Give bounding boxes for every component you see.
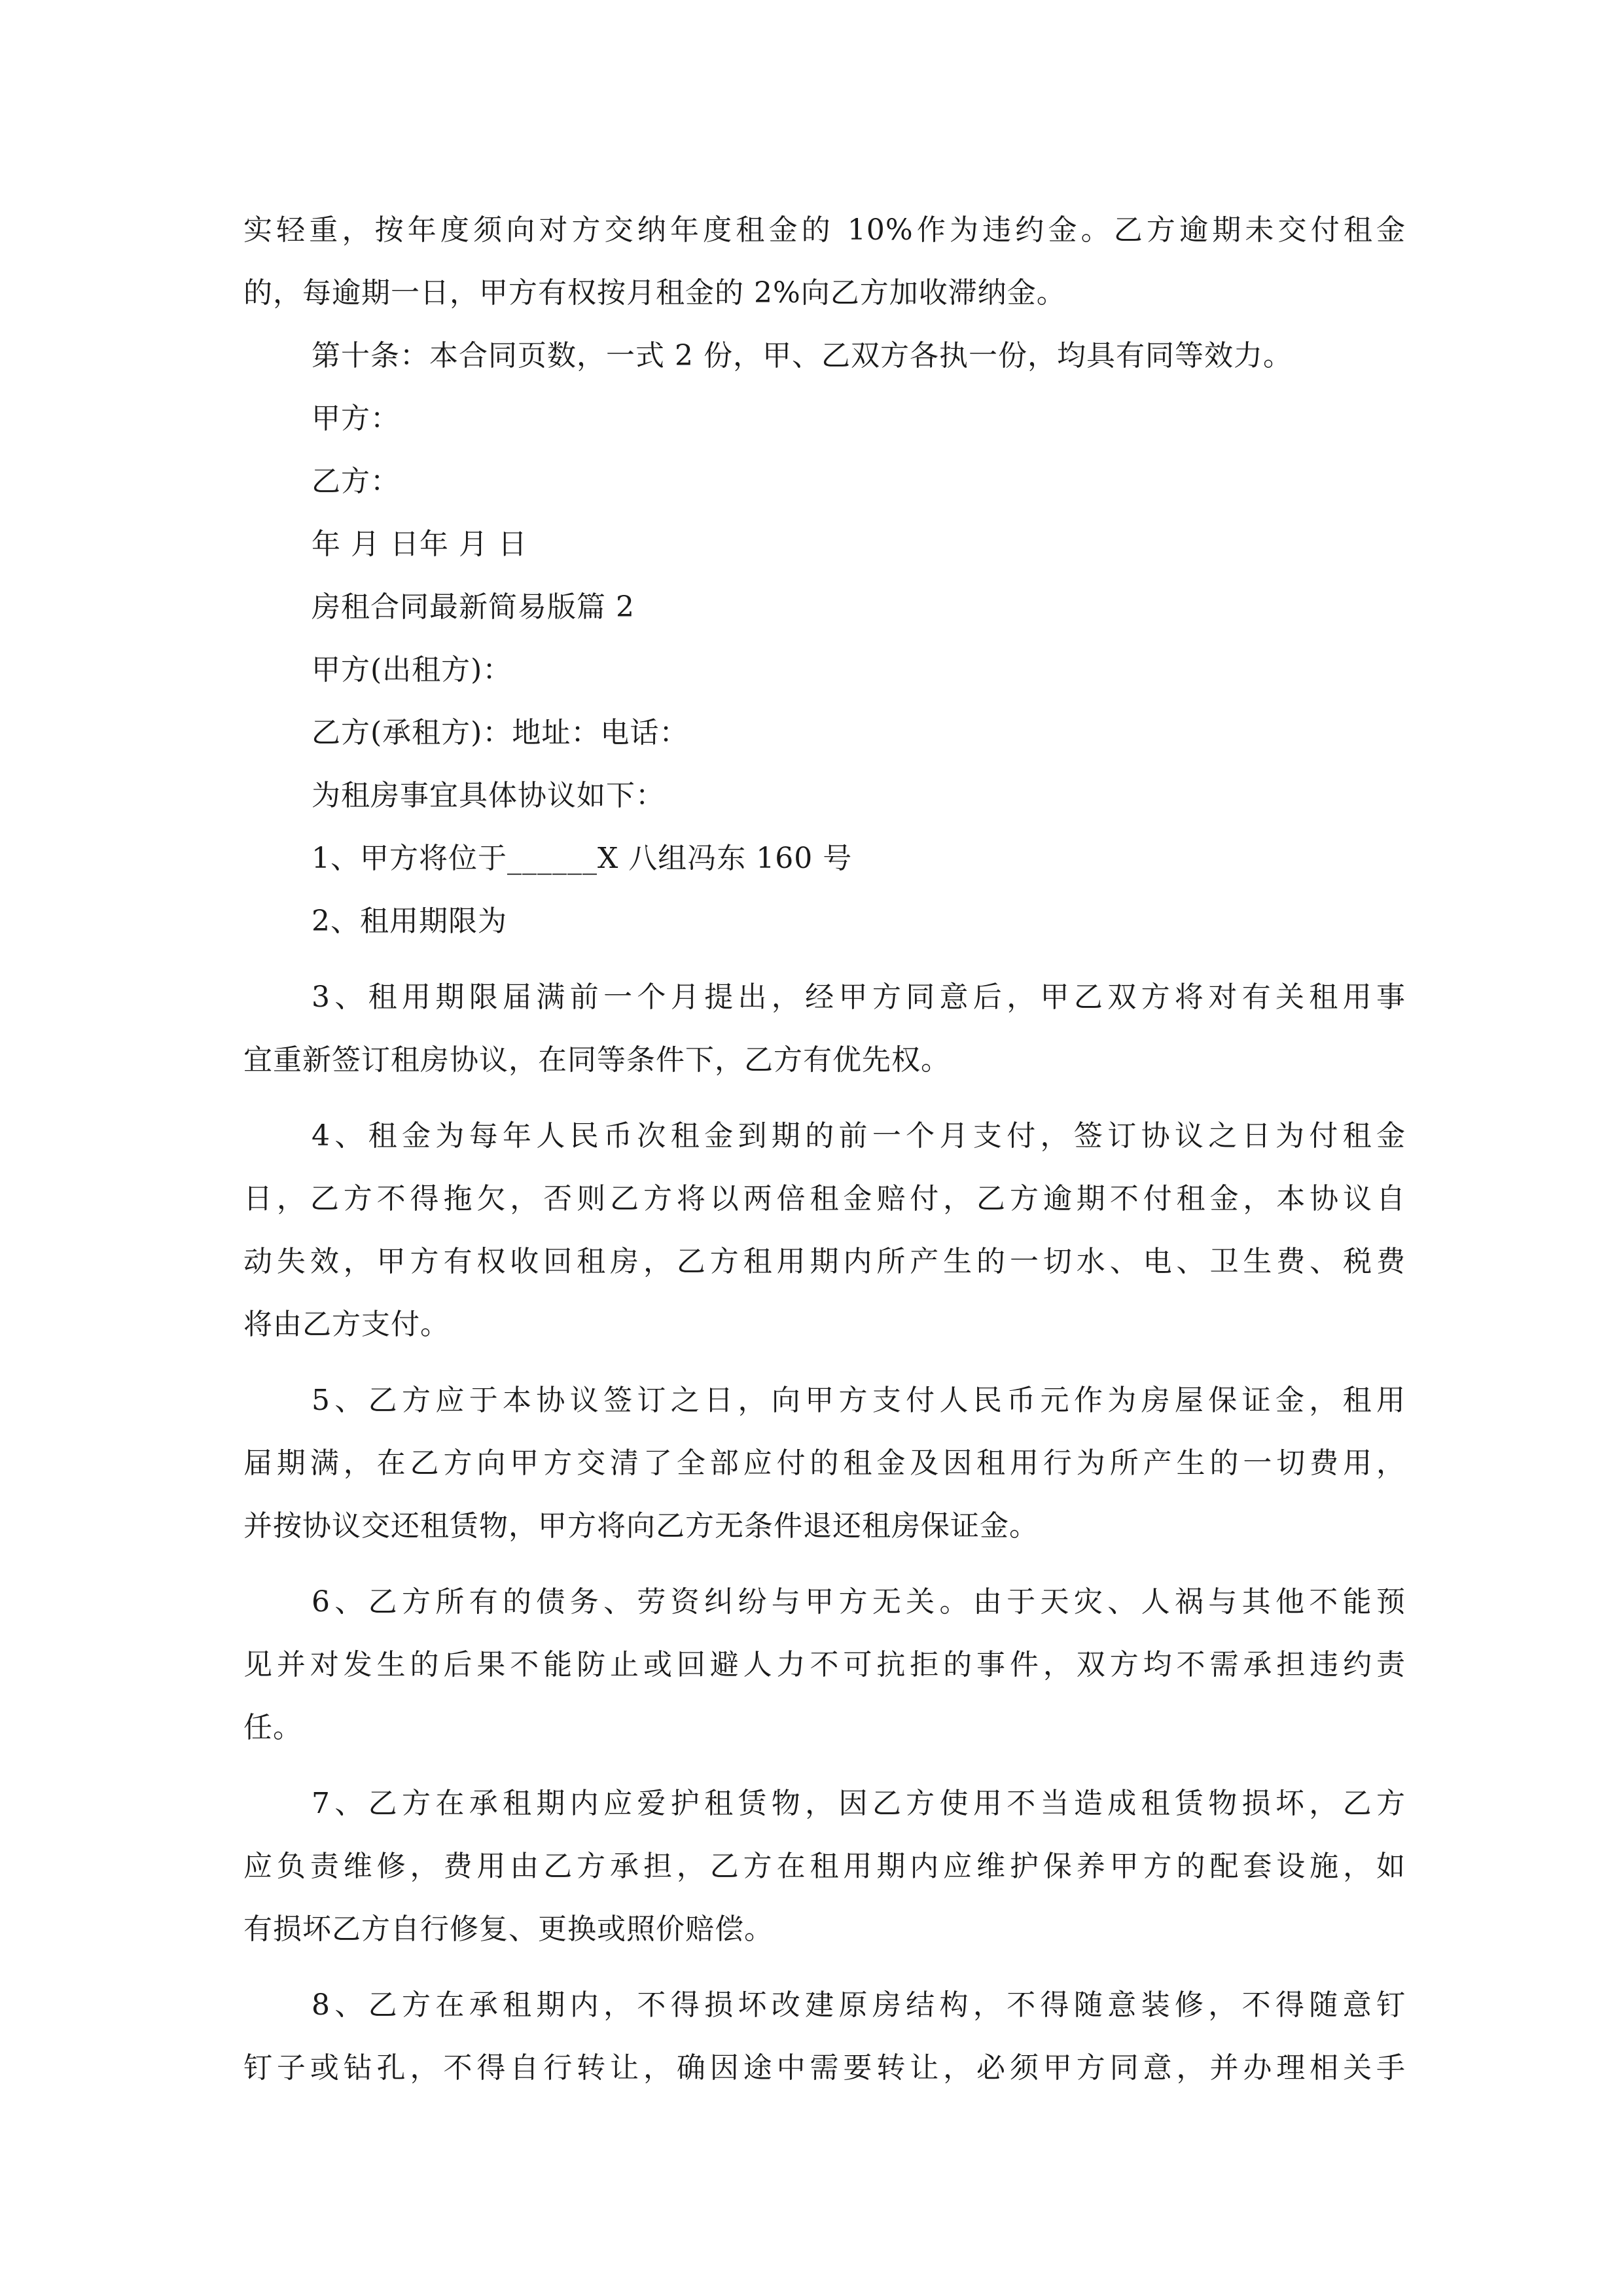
clause-6-line: 6、乙方所有的债务、劳资纠纷与甲方无关。由于天灾、人祸与其他不能预 [312,1585,1406,1619]
paragraph-gap [243,1961,1406,1974]
document-body [243,199,1406,2100]
text-line: 实轻重，按年度须向对方交纳年度租金的 10%作为违约金。乙方逾期未交付租金 [243,213,1406,247]
section-heading: 房租合同最新简易版篇 2 [312,590,635,624]
clause-1-line: 1、甲方将位于______X 八组冯东 160 号 [312,842,853,875]
clause-4-line: 动失效，甲方有权收回租房，乙方租用期内所产生的一切水、电、卫生费、税费 [243,1245,1406,1278]
clause-4-line: 日，乙方不得拖欠，否则乙方将以两倍租金赔付，乙方逾期不付租金，本协议自 [243,1182,1406,1215]
paragraph-gap [243,1356,1406,1369]
clause-5-line: 5、乙方应于本协议签订之日，向甲方支付人民币元作为房屋保证金，租用 [312,1384,1406,1417]
clause-4-line: 将由乙方支付。 [243,1308,450,1341]
clause-5-line: 并按协议交还租赁物，甲方将向乙方无条件退还租房保证金。 [243,1509,1039,1543]
clause-3-line: 3、租用期限届满前一个月提出，经甲方同意后，甲乙双方将对有关租用事 [312,980,1406,1014]
paragraph-gap [243,1759,1406,1772]
paragraph-gap [243,953,1406,966]
text-line: 的，每逾期一日，甲方有权按月租金的 2%向乙方加收滞纳金。 [243,276,1066,310]
clause-6-line: 任。 [243,1711,302,1744]
clause-8-line: 8、乙方在承租期内，不得损坏改建原房结构，不得随意装修，不得随意钉 [312,1988,1406,2022]
party-a-signature-line: 甲方： [312,402,400,435]
article-10-line: 第十条：本合同页数，一式 2 份，甲、乙双方各执一份，均具有同等效力。 [312,339,1293,372]
date-line: 年 月 日年 月 日 [312,528,527,561]
party-a-lessor-line: 甲方(出租方)： [312,653,512,687]
party-b-signature-line: 乙方： [312,465,400,498]
paragraph-gap [243,1092,1406,1105]
clause-6-line: 见并对发生的后果不能防止或回避人力不可抗拒的事件，双方均不需承担违约责 [243,1648,1406,1681]
clause-4-line: 4、租金为每年人民币次租金到期的前一个月支付，签订协议之日为付租金 [312,1119,1406,1153]
clause-8-line: 钉子或钻孔，不得自行转让，确因途中需要转让，必须甲方同意，并办理相关手 [243,2051,1406,2085]
clause-7-line: 有损坏乙方自行修复、更换或照价赔偿。 [243,1912,774,1946]
clause-7-line: 7、乙方在承租期内应爱护租赁物，因乙方使用不当造成租赁物损坏，乙方 [312,1787,1406,1820]
clause-7-line: 应负责维修，费用由乙方承担，乙方在租用期内应维护保养甲方的配套设施，如 [243,1850,1406,1883]
paragraph-gap [243,1558,1406,1571]
clause-3-line: 宜重新签订租房协议，在同等条件下，乙方有优先权。 [243,1043,950,1077]
clause-5-line: 届期满，在乙方向甲方交清了全部应付的租金及因租用行为所产生的一切费用， [243,1446,1406,1480]
party-b-lessee-line: 乙方(承租方)：地址：电话： [312,716,689,749]
clause-2-line: 2、租用期限为 [312,905,507,938]
agreement-intro-line: 为租房事宜具体协议如下： [312,779,665,812]
